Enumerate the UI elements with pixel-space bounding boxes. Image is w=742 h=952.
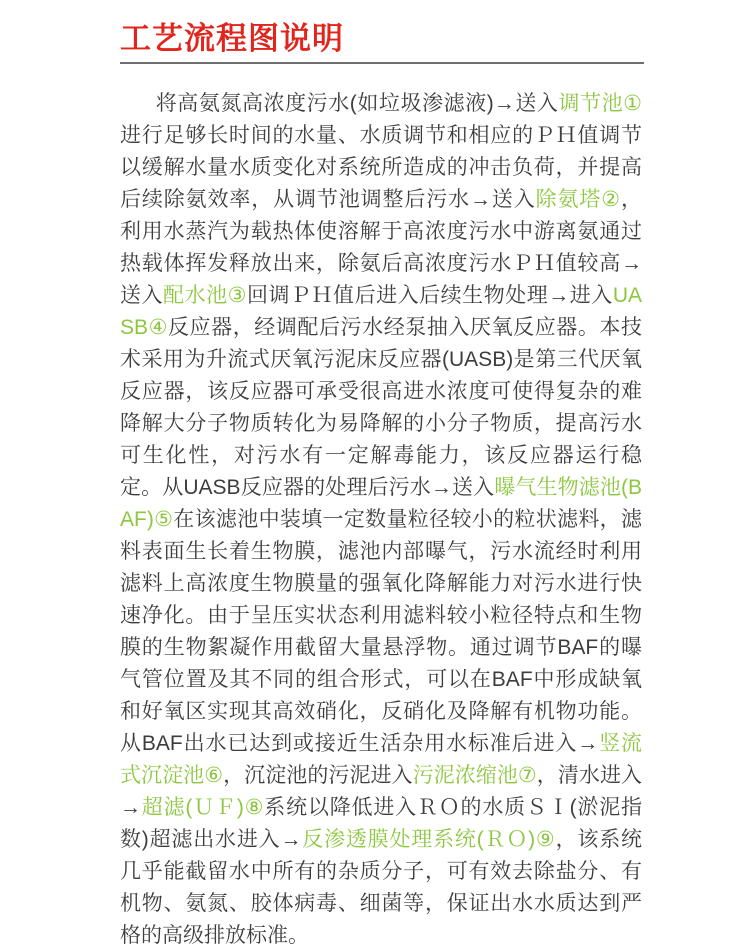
highlighted-process-term: 超滤(ＵＦ)⑧ <box>141 796 265 820</box>
document-header <box>120 20 644 64</box>
text-segment: ，该系统几乎能截留水中所有的杂质分子，可有效去除盐分、有机物、氨氮、胶体病毒、细菌等，保证出水水质达到严格的高级排放标准。 <box>120 828 643 948</box>
document-body <box>120 88 642 952</box>
highlighted-process-term: 反渗透膜处理系统(ＲＯ)⑨ <box>301 828 556 852</box>
text-segment: 回调ＰＨ值后进入后续生物处理→进入 <box>246 284 613 308</box>
highlighted-process-term: 竖流式沉淀池⑥ <box>120 732 643 788</box>
text-segment: 反应器，经调配后污水经泵抽入厌氧反应器。本技术采用为升流式厌氧污泥床反应器(UASB)是第三代厌氧反应器，该反应器可承受很高进水浓度可使得复杂的难降解大分子物质转化为易降解的小分子物质，提高污水可生化性，对污水有一定解毒能力，该反应器运行稳定。从UASB反应器的处理后污水→送入 <box>120 316 642 500</box>
page-title: 工艺流程图说明 <box>120 21 344 56</box>
text-segment: 进行足够长时间的水量、水质调节和相应的ＰＨ值调节以缓解水量水质变化对系统所造成的冲击负荷，并提高后续除氨效率，从调节池调整后污水→送入 <box>120 124 642 212</box>
process-description-paragraph <box>120 88 642 952</box>
highlighted-process-term: 除氨塔② <box>535 188 622 212</box>
text-segment: ，沉淀池的污泥进入 <box>223 764 413 788</box>
text-segment: ，清水进入→ <box>120 764 643 820</box>
text-segment: 将高氨氮高浓度污水(如垃圾渗滤液)→送入 <box>155 92 559 116</box>
highlighted-process-term: 调节池① <box>558 92 642 116</box>
text-segment: 系统以降低进入ＲＯ的水质ＳＩ(淤泥指数)超滤出水进入→ <box>120 796 643 852</box>
text-segment: 在该滤池中装填一定数量粒径较小的粒状滤料，滤料表面生长着生物膜，滤池内部曝气，污水流经时利用滤料上高浓度生物膜量的强氧化降解能力对污水进行快速净化。由于呈压实状态利用滤料较小粒径特点和生物膜的生物絮凝作用截留大量悬浮物。通过调节BAF的曝气管位置及其不同的组合形式，可以在BAF中形成缺氧和好氧区实现其高效硝化，反硝化及降解有机物功能。从BAF出水已达到或接近生活杂用水标准后进入→ <box>120 508 643 756</box>
highlighted-process-term: 污泥浓缩池⑦ <box>412 764 537 788</box>
highlighted-process-term: 配水池③ <box>163 284 247 308</box>
highlighted-process-term: UASB④ <box>120 284 643 340</box>
document-page <box>0 20 742 948</box>
title-divider <box>120 62 644 64</box>
highlighted-process-term: 曝气生物滤池(BAF)⑤ <box>120 476 643 532</box>
text-segment: ，利用水蒸汽为载热体使溶解于高浓度污水中游离氨通过热载体挥发释放出来，除氨后高浓度污水ＰＨ值较高→送入 <box>120 188 643 308</box>
